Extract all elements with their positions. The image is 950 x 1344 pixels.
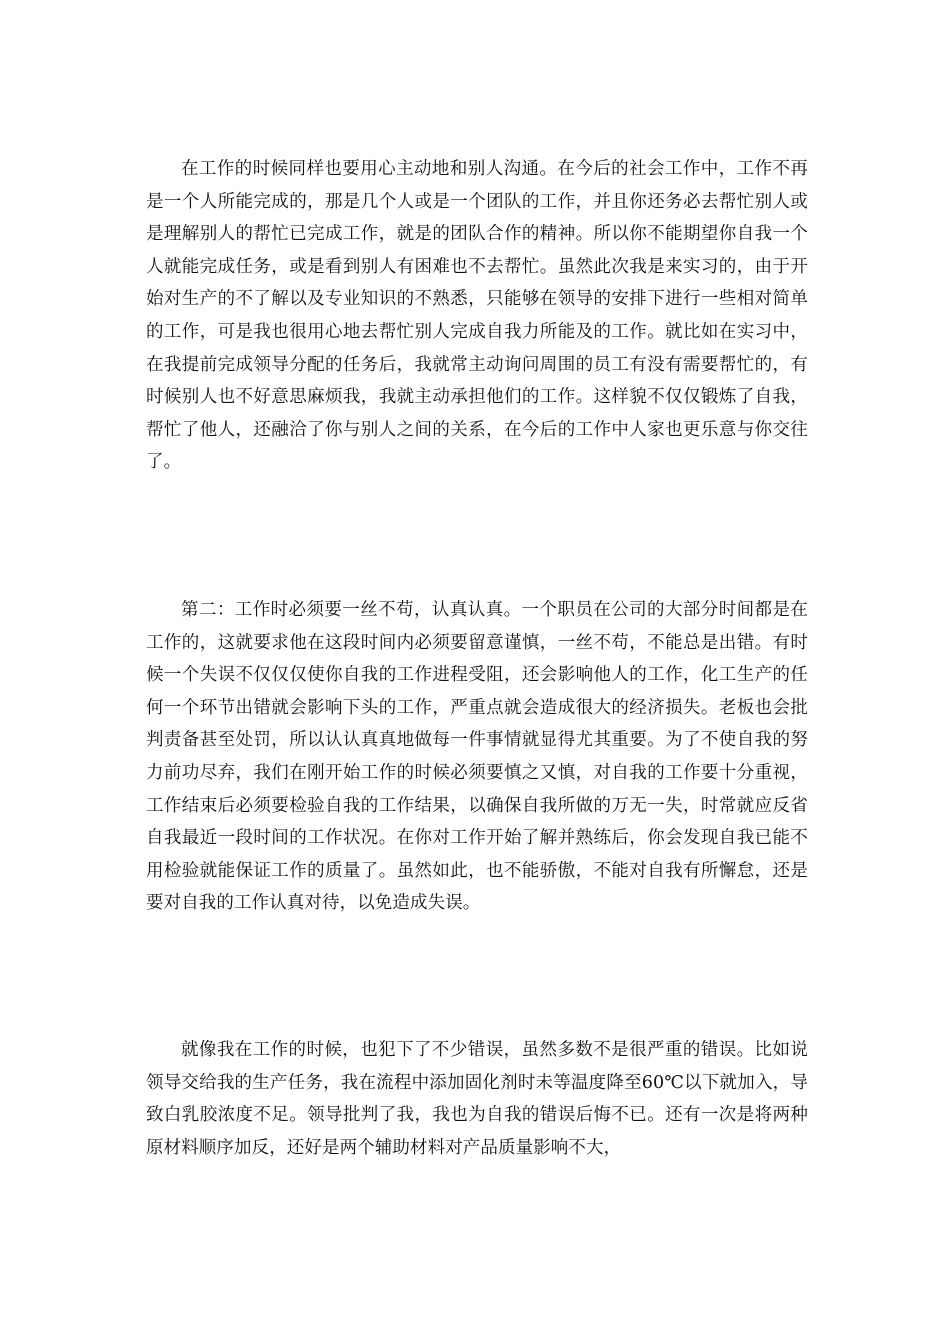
paragraph-carefulness: 第二：工作时必须要一丝不苟，认真认真。一个职员在公司的大部分时间都是在工作的，这就要求他在这段时间内必须要留意谨慎，一丝不苟，不能总是出错。有时候一个失误不仅仅仅使你自我的工作进程受阻，还会影响他人的工作，化工生产的任何一个环节出错就会影响下头的工作，严重点就会造成很大的经济损失。老板也会批判责备甚至处罚，所以认认真真地做每一件事情就显得尤其重要。为了不使自我的努力前功尽弃，我们在刚开始工作的时候必须要慎之又慎，对自我的工作要十分重视，工作结束后必须要检验自我的工作结果，以确保自我所做的万无一失，时常就应反省自我最近一段时间的工作状况。在你对工作开始了解并熟练后，你会发现自我已能不用检验就能保证工作的质量了。虽然如此，也不能骄傲，不能对自我有所懈怠，还是要对自我的工作认真对待，以免造成失误。 (146, 600, 808, 914)
paragraph-mistakes: 就像我在工作的时候，也犯下了不少错误，虽然多数不是很严重的错误。比如说领导交给我的生产任务，我在流程中添加固化剂时未等温度降至60℃以下就加入，导致白乳胶浓度不足。领导批判了我，我也为自我的错误后悔不已。还有一次是将两种原材料顺序加反，还好是两个辅助材料对产品质量影响不大， (146, 1040, 808, 1158)
paragraph-teamwork: 在工作的时候同样也要用心主动地和别人沟通。在今后的社会工作中，工作不再是一个人所能完成的，那是几个人或是一个团队的工作，并且你还务必去帮忙别人或是理解别人的帮忙已完成工作，就是的团队合作的精神。所以你不能期望你自我一个人就能完成任务，或是看到别人有困难也不去帮忙。虽然此次我是来实习的，由于开始对生产的不了解以及专业知识的不熟悉，只能够在领导的安排下进行一些相对简单的工作，可是我也很用心地去帮忙别人完成自我力所能及的工作。就比如在实习中，在我提前完成领导分配的任务后，我就常主动询问周围的员工有没有需要帮忙的，有时候别人也不好意思麻烦我，我就主动承担他们的工作。这样貌不仅仅锻炼了自我，帮忙了他人，还融洽了你与别人之间的关系，在今后的工作中人家也更乐意与你交往了。 (146, 159, 808, 473)
